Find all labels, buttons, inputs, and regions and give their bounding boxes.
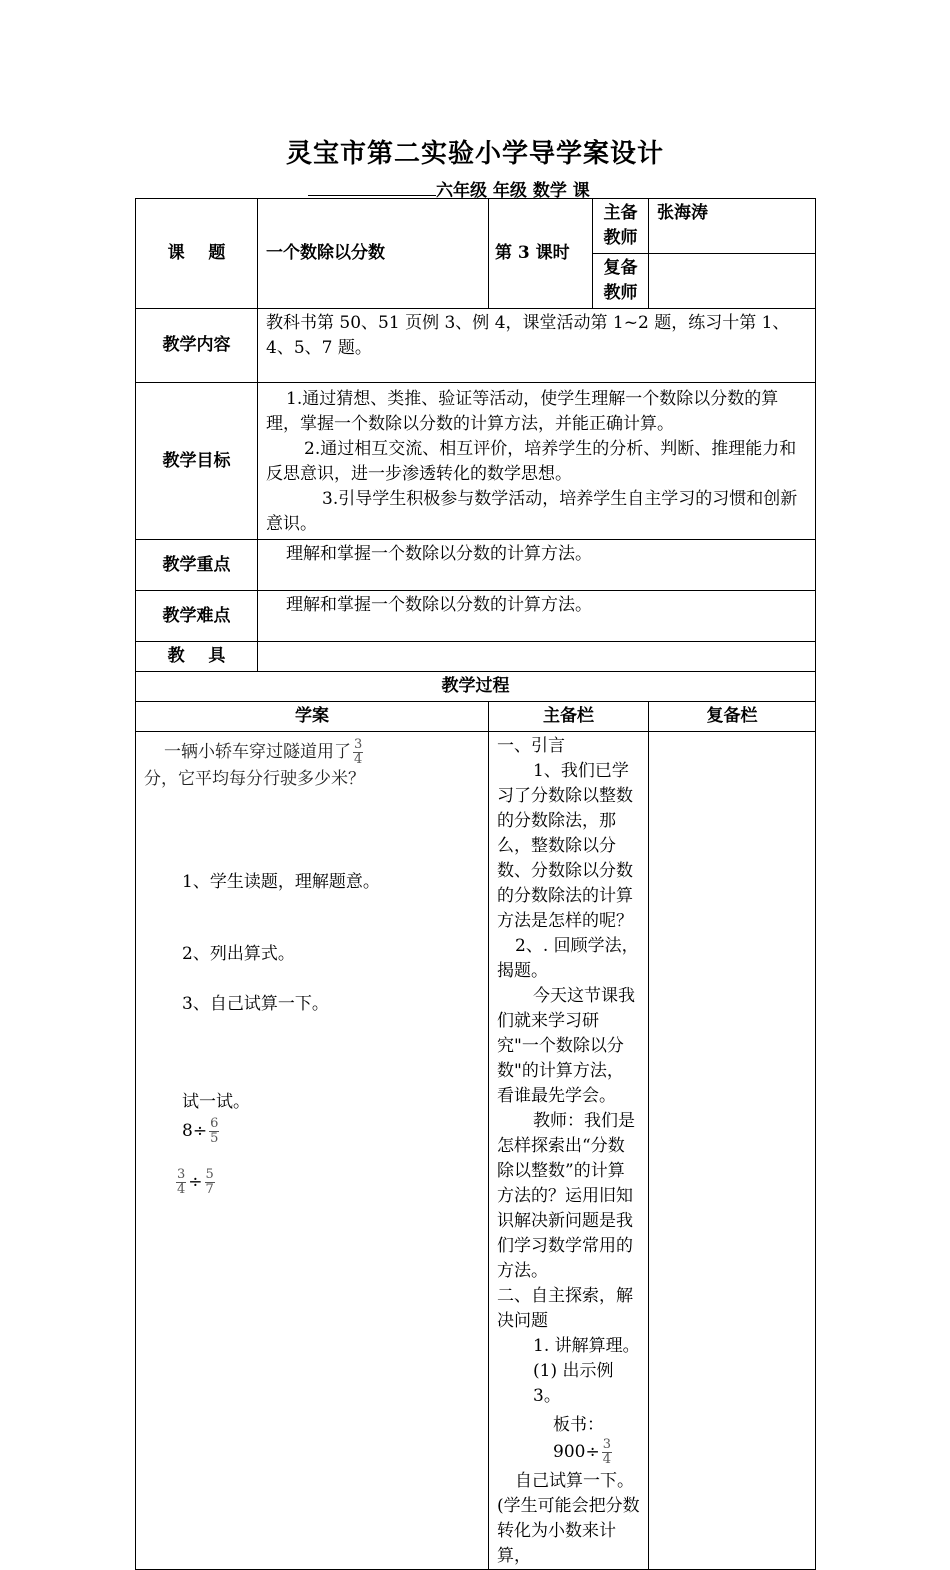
- goals-label: 教学目标: [136, 383, 258, 540]
- section-2-p3: 自己试算一下。(学生可能会把分数转化为小数来计算，: [497, 1471, 640, 1566]
- section-1-p2: 2、. 回顾学法，揭题。: [497, 936, 639, 981]
- blank-line: [308, 181, 436, 196]
- question-cont: 分，它平均每分行驶多少米？: [144, 769, 365, 789]
- lesson-table: [135, 198, 816, 1570]
- process-heading: 教学过程: [136, 672, 816, 702]
- content-value: 教科书第 50、51 页例 3、例 4，课堂活动第 1~2 题，练习十第 1、4、5、7 题。: [258, 309, 816, 383]
- review-teacher-value: [649, 254, 816, 309]
- key-value: 理解和掌握一个数除以分数的计算方法。: [258, 540, 816, 591]
- question: 一辆小轿车穿过隧道用了 $\frac{3}{4}$: [164, 737, 363, 767]
- topic-label: 课 题: [136, 199, 258, 309]
- exercise-1: 8÷ $\frac{6}{5}$: [182, 1116, 219, 1146]
- key-label: 教学重点: [136, 540, 258, 591]
- step-3: 3、自己试算一下。: [182, 994, 329, 1014]
- main-column: [489, 732, 649, 1570]
- review-column: [649, 732, 816, 1570]
- section-1-title: 一、引言: [497, 736, 565, 756]
- section-1-p3: 今天这节课我们就来学习研究"一个数除以分数"的计算方法，看谁最先学会。: [497, 986, 635, 1106]
- difficulty-value: 理解和掌握一个数除以分数的计算方法。: [258, 591, 816, 642]
- subtitle-text: 六年级 年级 数学 课: [436, 181, 590, 201]
- page-title: 灵宝市第二实验小学导学案设计: [285, 139, 664, 169]
- step-2: 2、列出算式。: [182, 944, 295, 964]
- difficulty-label: 教学难点: [136, 591, 258, 642]
- exercise-2: $\frac{3}{4}$ ÷ $\frac{5}{7}$: [177, 1167, 214, 1197]
- try-it: 试一试。: [182, 1092, 250, 1112]
- board-text: 板书：900÷ $\frac{3}{4}$: [553, 1415, 611, 1467]
- col-main-header: 主备栏: [489, 702, 649, 732]
- tools-label: 教 具: [136, 642, 258, 672]
- section-1-p1: 1、我们已学习了分数除以整数的分数除法，那么，整数除以分数、分数除以分数的分数除法的计算方法是怎样的呢？: [497, 761, 633, 931]
- content-label: 教学内容: [136, 309, 258, 383]
- period-value: 第 3 课时: [489, 199, 593, 309]
- tools-value: [258, 642, 816, 672]
- goal-3: 3.引导学生积极参与数学活动，培养学生自主学习的习惯和创新意识。: [266, 489, 798, 534]
- col-review-header: 复备栏: [649, 702, 816, 732]
- section-1-p4: 教师：我们是怎样探索出“分数除以整数”的计算方法的？运用旧知识解决新问题是我们学习数学常用的方法。: [497, 1111, 635, 1281]
- main-teacher-value: 张海涛: [649, 199, 816, 254]
- goal-1: 1.通过猜想、类推、验证等活动，使学生理解一个数除以分数的算理，掌握一个数除以分数的计算方法，并能正确计算。: [266, 389, 779, 434]
- topic-value: 一个数除以分数: [258, 199, 489, 309]
- section-2-title: 二、自主探索，解决问题: [497, 1286, 633, 1331]
- section-2-p2: (1) 出示例 3。: [533, 1361, 614, 1406]
- goal-2: 2.通过相互交流、相互评价，培养学生的分析、判断、推理能力和反思意识，进一步渗透转化的数学思想。: [266, 439, 797, 484]
- step-1: 1、学生读题，理解题意。: [182, 872, 380, 892]
- main-teacher-label: 主备教师: [593, 199, 649, 254]
- question-fraction: $\frac{3}{4}$: [354, 737, 363, 767]
- study-column: [136, 732, 489, 1570]
- section-2-p1: 1. 讲解算理。: [533, 1336, 640, 1356]
- col-study-header: 学案: [136, 702, 489, 732]
- review-teacher-label: 复备教师: [593, 254, 649, 309]
